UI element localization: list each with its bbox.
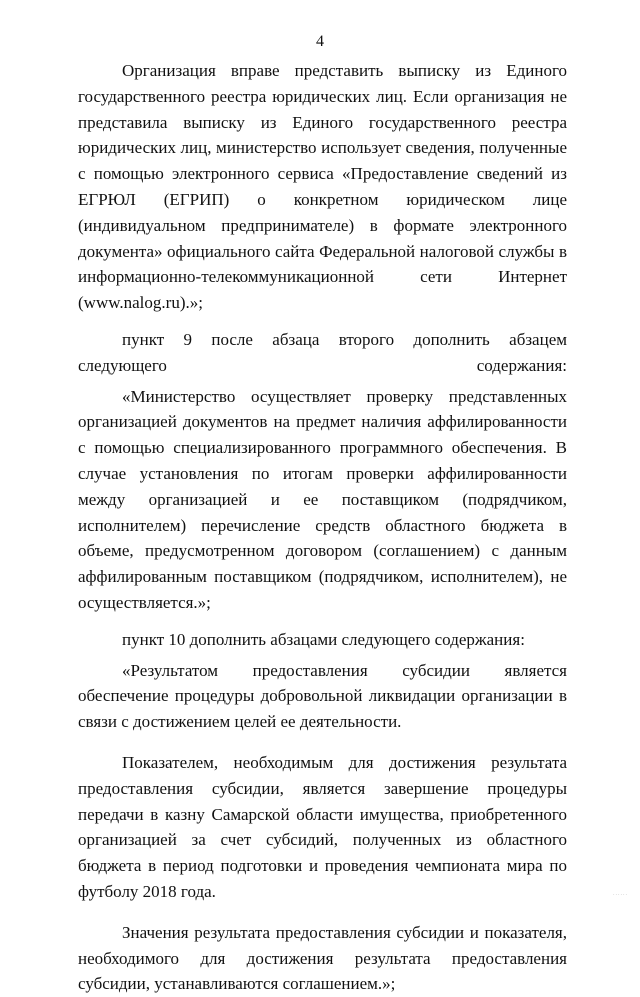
- scan-corner-mark: ......: [613, 891, 628, 897]
- document-body: [78, 58, 567, 997]
- paragraph-subsidy-indicator: Показателем, необходимым для достижения результата предоставления субсидии, является завершение процедуры передачи в казну Самарской области имущества, приобретенного организацией за счет субсидий, полученных из областного бюджета в период подготовки и проведения чемпионата мира по футболу 2018 года.: [78, 752, 567, 901]
- paragraph-subsidy-result: «Результатом предоставления субсидии является обеспечение процедуры добровольной ликвидации организации в связи с достижением целей ее деятельности.: [78, 660, 567, 732]
- paragraph-organization-extract: Организация вправе представить выписку из Единого государственного реестра юридических лиц. Если организация не представила выписку из Единого государственного реестра юридических лиц, министерство использует сведения, полученные с помощью электронного сервиса «Предоставление сведений из ЕГРЮЛ (ЕГРИП) о конкретном юридическом лице (индивидуальном предпринимателе) в формате электронного документа» официального сайта Федеральной налоговой службы в информационно-телекоммуникационной сети Интернет (www.nalog.ru).»;: [78, 61, 567, 313]
- page-number: 4: [316, 33, 324, 50]
- paragraph-item-10-amendment: пункт 10 дополнить абзацами следующего содержания:: [122, 629, 525, 649]
- paragraph-item-9-text: пункт 9 после абзаца второго дополнить абзацем следующего содержания:: [78, 329, 567, 375]
- paragraph-item-9-amendment: [78, 327, 567, 379]
- paragraph-affiliation-check: «Министерство осуществляет проверку представленных организацией документов на предмет наличия аффилированности с помощью специализированного программного обеспечения. В случае установления по итогам проверки аффилированности между организацией и ее поставщиком (подрядчиком, исполнителем) перечисление средств областного бюджета в объеме, предусмотренном договором (соглашением) с данным аффилированным поставщиком (подрядчиком, исполнителем), не осуществляется.»;: [78, 386, 567, 612]
- paragraph-values-by-agreement: Значения результата предоставления субсидии и показателя, необходимого для достижения результата предоставления субсидии, устанавливаются соглашением.»;: [78, 922, 567, 994]
